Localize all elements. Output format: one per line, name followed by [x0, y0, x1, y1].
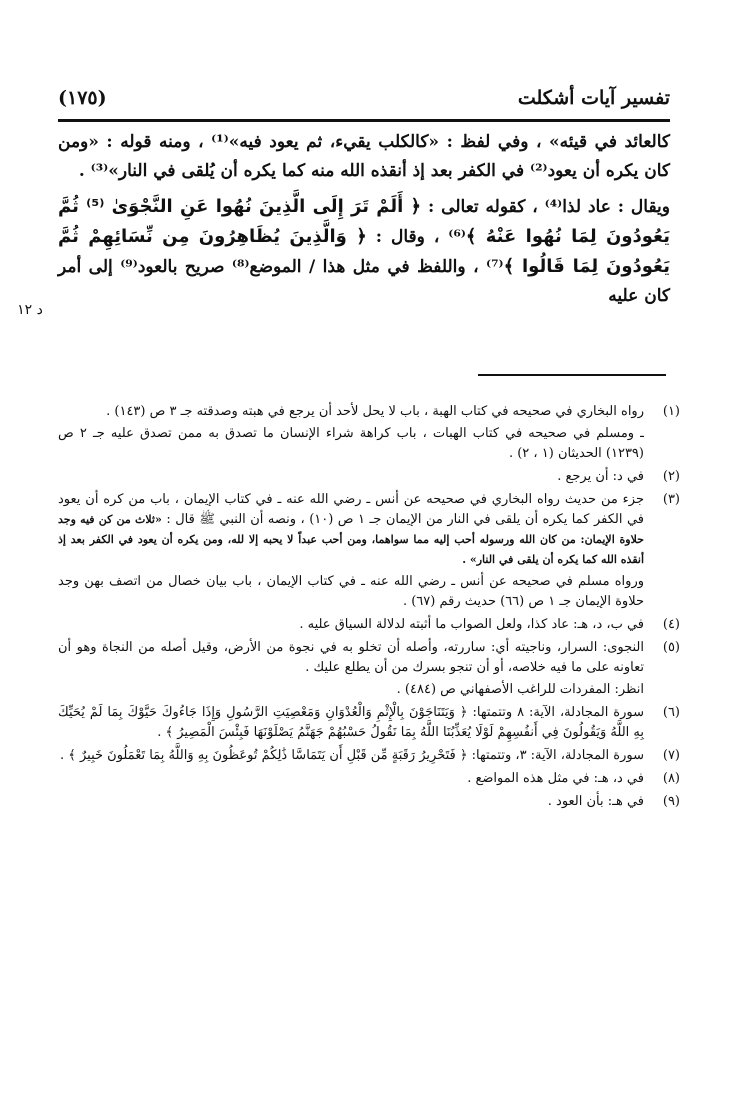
footnote-1 [58, 402, 680, 464]
quran-verse-1: ﴿ أَلَمْ تَرَ إِلَى الَّذِينَ نُهُوا عَنِ النَّجْوَىٰ ⁽⁵⁾ ثُمَّ يَعُودُونَ لِمَا نُهُوا عَنْهُ ﴾ [58, 196, 670, 247]
footnote-body [58, 615, 644, 635]
footnote-number: (٦) [662, 705, 680, 720]
footnote-text: رواه البخاري في صحيحه في كتاب الهبة ، باب لا يحل لأحد أن يرجع في هبته وصدقته جـ ٣ ص (١٤٣) . [106, 404, 644, 419]
footnote-text: في هـ: بأن العود . [547, 794, 644, 809]
footnote-3 [58, 490, 680, 612]
footnotes [58, 402, 680, 815]
running-title: تفسير آيات أشكلت [517, 87, 670, 109]
footnote-number: (٣) [662, 492, 680, 507]
footnote-body [58, 769, 644, 789]
footnote-text: في د: أن يرجع . [557, 469, 644, 484]
page-number: (١٧٥) [58, 87, 107, 109]
footnote-text-lead: جزء من حديث رواه البخاري في صحيحه عن أنس ـ رضي الله عنه ـ في كتاب الإيمان ، باب من كره أن يعود في الكفر كما يكره أن يلقى في النار من الإيمان جـ ١ ص (١٠) ، ونصه أن النبي ﷺ قال : [58, 492, 644, 527]
footnote-body [58, 402, 644, 464]
header-rule [58, 119, 670, 122]
footnote-text: انظر: المفردات للراغب الأصفهاني ص (٤٨٤) . [396, 682, 644, 697]
paragraph-2-part-a: ويقال : عاد لذا⁽⁴⁾ ، كقوله تعالى : [421, 197, 671, 217]
footnote-number: (١) [662, 404, 680, 419]
footnote-body [58, 792, 644, 812]
footnote-text: في ب، د، هـ: عاد كذا، ولعل الصواب ما أثبته لدلالة السياق عليه . [299, 617, 644, 632]
footnote-4 [58, 615, 680, 635]
page-header [58, 84, 670, 112]
footnote-number: (٨) [662, 771, 680, 786]
footnote-text: في د، هـ: في مثل هذه المواضع . [467, 771, 644, 786]
footnote-number: (٤) [662, 617, 680, 632]
footnote-text: سورة المجادلة، الآية: ٨ وتتمتها: ﴿ وَيَتَنَاجَوْنَ بِالْإِثْمِ وَالْعُدْوَانِ وَمَعْصِيَتِ الرَّسُولِ وَإِذَا جَاءُوكَ حَيَّوْكَ بِمَا لَمْ يُحَيِّكَ بِهِ اللَّهُ وَيَقُولُونَ فِي أَنفُسِهِمْ لَوْلَا يُعَذِّبُنَا اللَّهُ بِمَا نَقُولُ حَسْبُهُمْ جَهَنَّمُ يَصْلَوْنَهَا فَبِئْسَ الْمَصِيرُ ﴾ . [58, 705, 644, 740]
main-text [58, 128, 670, 311]
footnote-number: (٩) [662, 794, 680, 809]
footnote-text: سورة المجادلة، الآية: ٣، وتتمتها: ﴿ فَتَحْرِيرُ رَقَبَةٍ مِّن قَبْلِ أَن يَتَمَاسَّا ذَٰلِكُمْ تُوعَظُونَ بِهِ وَاللَّهُ بِمَا تَعْمَلُونَ خَبِيرٌ ﴾ . [59, 748, 644, 763]
footnote-text [58, 490, 644, 570]
footnote-body [58, 703, 644, 743]
margin-manuscript-ref: د ١٢ [17, 302, 43, 318]
paragraph-2-part-b: ⁽⁶⁾ ، وقال : [366, 227, 466, 247]
footnote-number: (٧) [662, 748, 680, 763]
footnote-text: النجوى: السرار، وناجيته أي: ساررته، وأصله أن تخلو به في نجوة من الأرض، وقيل أصله من النجاة وهو أن تعاونه على ما فيه خلاصه، أو أن تنجو بسرك من أن يطلع عليك . [58, 640, 644, 675]
footnote-2 [58, 467, 680, 487]
footnote-body [58, 638, 644, 700]
footnote-body [58, 467, 644, 487]
footnote-rule [478, 374, 666, 376]
quran-verse-2: ﴿ وَالَّذِينَ يُظَاهِرُونَ مِن نِّسَائِهِمْ ثُمَّ يَعُودُونَ لِمَا قَالُوا ﴾ [58, 226, 670, 277]
paragraph-1: كالعائد في قيئه» ، وفي لفظ : «كالكلب يقيء، ثم يعود فيه»⁽¹⁾ ، ومنه قوله : «ومن كان يكره أن يعود⁽²⁾ في الكفر بعد إذ أنقذه الله منه كما يكره أن يُلقى في النار»⁽³⁾ . [58, 132, 671, 181]
footnote-body [58, 490, 644, 612]
hadith-quote: «ثلاث من كن فيه وجد حلاوة الإيمان: من كان الله ورسوله أحب إليه مما سواهما، ومن أحب عبداً لا يحبه إلا لله، ومن يكره أن يعود في الكفر بعد إذ أنقذه الله كما يكره أن يلقى في النار» . [58, 513, 644, 566]
footnote-body [58, 746, 644, 766]
footnote-8 [58, 769, 680, 789]
footnote-6 [58, 703, 680, 743]
footnote-7 [58, 746, 680, 766]
footnote-text: ـ ومسلم في صحيحه في كتاب الهبات ، باب كراهة شراء الإنسان ما تصدق به ممن تصدق عليه جـ ٢ ص (١٢٣٩) الحديثان (١ ، ٢) . [58, 426, 644, 461]
footnote-text: ورواه مسلم في صحيحه عن أنس ـ رضي الله عنه ـ في كتاب الإيمان ، باب بيان خصال من اتصف بهن وجد حلاوة الإيمان جـ ١ ص (٦٦) حديث رقم (٦٧) . [58, 574, 644, 609]
footnote-number: (٥) [662, 640, 680, 655]
footnote-5 [58, 638, 680, 700]
paragraph-2 [58, 192, 670, 311]
footnote-number: (٢) [662, 469, 680, 484]
paragraph-2-part-c: ⁽⁷⁾ ، واللفظ في مثل هذا / الموضع⁽⁸⁾ صريح بالعود⁽⁹⁾ إلى أمر كان عليه [58, 257, 670, 306]
footnote-9 [58, 792, 680, 812]
